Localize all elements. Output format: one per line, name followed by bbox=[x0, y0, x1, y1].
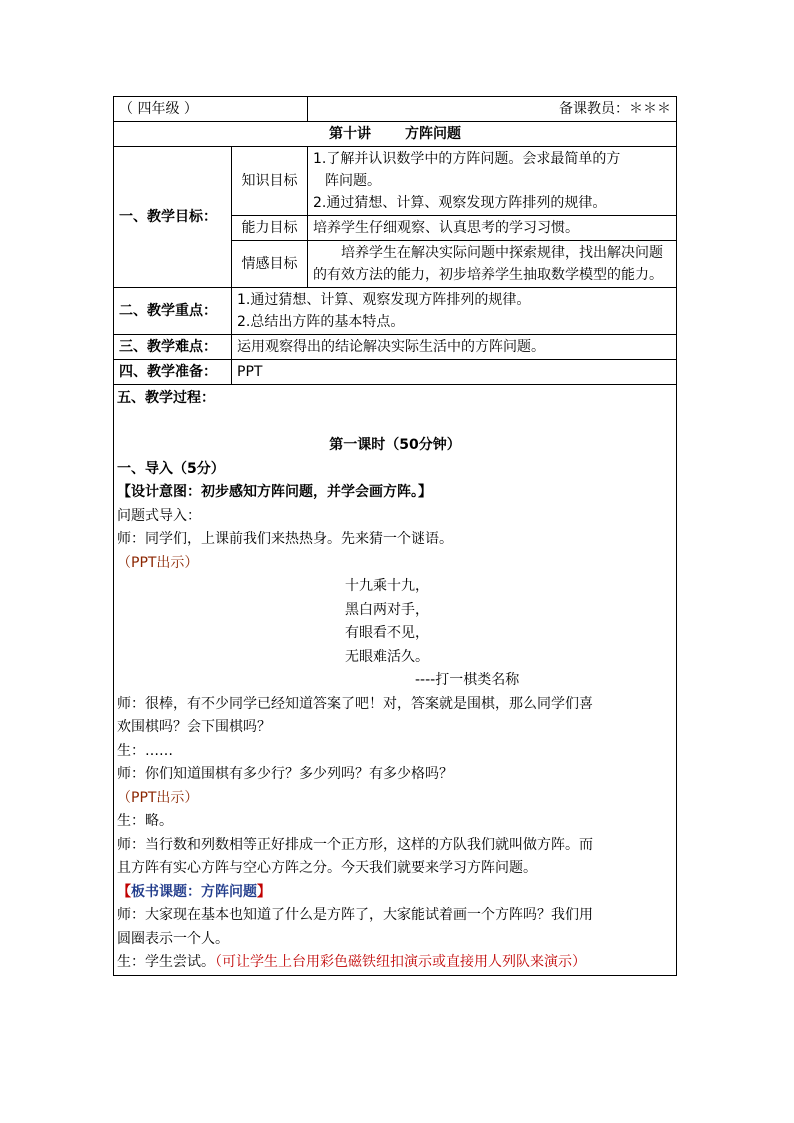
board-bracket-right: 】 bbox=[257, 883, 271, 900]
teacher-line-1: 师：同学们，上课前我们来热热身。先来猜一个谜语。 bbox=[117, 531, 453, 547]
process-label: 五、教学过程： bbox=[117, 390, 215, 406]
teacher-line-5a: 师：大家现在基本也知道了什么是方阵了，大家能试着画一个方阵吗？我们用 bbox=[117, 907, 593, 923]
keypoints-label: 二、教学重点： bbox=[114, 288, 232, 335]
teacher-line-5b: 圆圈表示一个人。 bbox=[117, 930, 229, 947]
knowledge-goal-text bbox=[308, 147, 677, 216]
student-line-2: 生：略。 bbox=[117, 813, 173, 829]
lesson-plan-page bbox=[113, 96, 676, 976]
keypoints-row bbox=[114, 288, 677, 335]
session-heading: 第一课时（50分钟） bbox=[329, 437, 461, 453]
lecture-number: 第十讲 bbox=[329, 126, 371, 142]
prep-label: 四、教学准备： bbox=[114, 360, 232, 385]
teacher-line-2b: 欢围棋吗？会下围棋吗？ bbox=[117, 719, 271, 735]
emotion-goal-label: 情感目标 bbox=[232, 241, 308, 288]
riddle-line-4: 无眼难活久。 bbox=[345, 648, 429, 665]
lesson-plan-table bbox=[113, 96, 677, 976]
student-line-3-prefix: 生：学生尝试。 bbox=[117, 954, 215, 970]
teacher-cell: 备课教员：＊＊＊ bbox=[308, 97, 677, 122]
keypoint-1: 1.通过猜想、计算、观察发现方阵排列的规律。 bbox=[237, 292, 531, 308]
teacher-line-4a: 师：当行数和列数相等正好排成一个正方形，这样的方队我们就叫做方阵。而 bbox=[117, 836, 593, 853]
difficulty-row bbox=[114, 335, 677, 360]
knowledge-goal-label: 知识目标 bbox=[232, 147, 308, 216]
emotion-goal-text: 培养学生在解决实际问题中探索规律，找出解决问题的有效方法的能力，初步培养学生抽取数学模型的能力。 bbox=[308, 241, 677, 288]
goal-knowledge-row bbox=[114, 147, 677, 216]
teacher-line-3: 师：你们知道围棋有多少行？多少列吗？有多少格吗？ bbox=[117, 766, 453, 782]
process-cell bbox=[114, 385, 677, 976]
knowledge-goal-line1b: 阵问题。 bbox=[325, 173, 381, 189]
prep-text: PPT bbox=[232, 360, 677, 385]
design-intent: 【设计意图：初步感知方阵问题，并学会画方阵。】 bbox=[117, 484, 432, 500]
difficulty-text: 运用观察得出的结论解决实际生活中的方阵问题。 bbox=[232, 335, 677, 360]
knowledge-goal-line1: 1.了解并认识数学中的方阵问题。会求最简单的方 bbox=[313, 151, 621, 167]
riddle-line-1: 十九乘十九， bbox=[345, 578, 429, 594]
riddle-source: ----打一棋类名称 bbox=[415, 672, 520, 688]
student-line-3 bbox=[117, 951, 673, 975]
ability-goal-label: 能力目标 bbox=[232, 216, 308, 241]
knowledge-goal-line2: 2.通过猜想、计算、观察发现方阵排列的规律。 bbox=[313, 195, 607, 211]
board-bracket-left: 【 bbox=[117, 883, 131, 900]
lecture-title bbox=[114, 122, 677, 147]
ppt-show-1: （PPT出示） bbox=[117, 554, 199, 571]
ability-goal-text: 培养学生仔细观察、认真思考的学习习惯。 bbox=[308, 216, 677, 241]
header-row bbox=[114, 97, 677, 122]
process-row bbox=[114, 385, 677, 976]
student-line-1: 生：…… bbox=[117, 742, 173, 759]
grade-cell: （ 四年级 ） bbox=[114, 97, 308, 122]
keypoint-2: 2.总结出方阵的基本特点。 bbox=[237, 314, 405, 330]
difficulty-label: 三、教学难点： bbox=[114, 335, 232, 360]
prep-row bbox=[114, 360, 677, 385]
question-intro: 问题式导入： bbox=[117, 507, 201, 524]
intro-heading: 一、导入（5分） bbox=[117, 460, 225, 477]
ppt-show-2: （PPT出示） bbox=[117, 789, 199, 806]
keypoints-text bbox=[232, 288, 677, 335]
goals-label: 一、教学目标： bbox=[114, 147, 232, 288]
lecture-topic: 方阵问题 bbox=[405, 126, 461, 142]
teacher-line-4b: 且方阵有实心方阵与空心方阵之分。今天我们就要来学习方阵问题。 bbox=[117, 860, 537, 876]
board-topic-text: 板书课题：方阵问题 bbox=[131, 883, 257, 900]
student-line-3-note: （可让学生上台用彩色磁铁纽扣演示或直接用人列队来演示） bbox=[215, 954, 586, 970]
teacher-line-2a: 师：很棒，有不少同学已经知道答案了吧！对，答案就是围棋，那么同学们喜 bbox=[117, 695, 593, 712]
riddle-line-3: 有眼看不见， bbox=[345, 625, 429, 641]
board-topic bbox=[117, 881, 673, 905]
riddle-line-2: 黑白两对手， bbox=[345, 601, 429, 618]
title-row bbox=[114, 122, 677, 147]
